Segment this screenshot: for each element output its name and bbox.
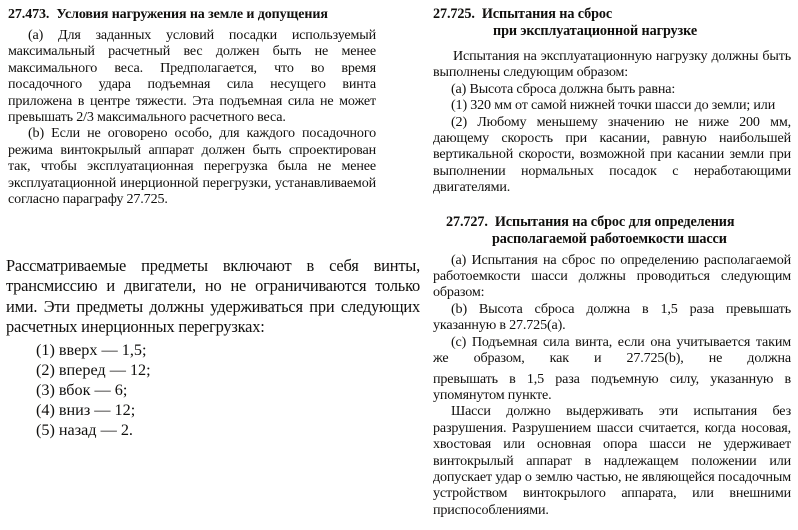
paragraph-27473-b: (b) Если не оговорено особо, для каждого посадочного режима винтокрылый аппарат должен быть спроектирован так, чтобы эксплуатационная перегрузка была не менее эксплуатационной инерционной перегрузки, устанавливаемой согласно параграфу 27.725. bbox=[8, 125, 376, 208]
emphasis-block bbox=[6, 256, 420, 441]
list-item bbox=[6, 380, 420, 400]
spacer bbox=[433, 196, 791, 209]
inertia-load-list bbox=[6, 340, 420, 441]
list-item-text: вбок — 6; bbox=[58, 381, 128, 400]
section-title-line-2: при эксплуатационной нагрузке bbox=[493, 23, 698, 39]
list-item-text: вперед — 12; bbox=[58, 360, 151, 379]
list-item-label: (4) bbox=[36, 401, 55, 420]
paragraph-27727-a: (a) Испытания на сброс по определению располагаемой работоемкости шасси должны проводиться следующим образом: bbox=[433, 251, 791, 301]
left-column bbox=[8, 0, 376, 207]
section-title-line-1: Испытания на сброс для определения bbox=[494, 213, 735, 230]
paragraph-27473-a: (a) Для заданных условий посадки используемый максимальный расчетный вес должен быть не менее максимального веса. Предполагается, что во время посадочного удара подъемная сила несущего винта приложена в центре тяжести. Эта подъемная сила не может превышать 2/3 максимального расчетного веса. bbox=[8, 27, 376, 126]
list-item-label: (3) bbox=[36, 381, 55, 400]
list-item bbox=[6, 420, 420, 440]
list-item-text: вниз — 12; bbox=[58, 401, 136, 420]
list-item bbox=[6, 360, 420, 380]
right-column bbox=[433, 0, 791, 518]
section-heading-27473 bbox=[8, 0, 376, 23]
spacer bbox=[433, 40, 791, 48]
list-item bbox=[6, 400, 420, 420]
paragraph-27727-failure: Шасси должно выдерживать эти испытания без разрушения. Разрушением шасси считается, когда носовая, хвостовая или основная опора шасси не удерживает винтокрылый аппарат в надлежащем положении или допускает удар о землю частью, не являющейся посадочным устройством винтокрылого аппарата, или внешними приспособлениями. bbox=[433, 403, 791, 518]
paragraph-27725-a: (a) Высота сброса должна быть равна: bbox=[451, 80, 676, 97]
section-number: 27.473. bbox=[8, 7, 50, 22]
section-title-line-1: Испытания на сброс bbox=[481, 6, 613, 22]
list-item-label: (1) bbox=[36, 340, 55, 359]
section-heading-27725 bbox=[433, 0, 791, 40]
list-item-text: вверх — 1,5; bbox=[58, 340, 147, 359]
list-item bbox=[6, 340, 420, 360]
paragraph-27727-b: (b) Высота сброса должна в 1,5 раза превышать указанную в 27.725(a). bbox=[433, 300, 791, 334]
paragraph-27725-a-1: (1) 320 мм от самой нижней точки шасси до земли; или bbox=[451, 97, 776, 114]
list-item-text: назад — 2. bbox=[58, 421, 133, 440]
paragraph-27727-c: (c) Подъемная сила винта, если она учитывается таким же образом, как и 27.725(b), не должна bbox=[433, 333, 791, 367]
list-item-label: (2) bbox=[36, 360, 55, 379]
section-number: 27.727. bbox=[446, 213, 488, 230]
section-title-line-2: располагаемой работоемкости шасси bbox=[492, 230, 727, 247]
paragraph-27725-intro: Испытания на эксплуатационную нагрузку должны быть выполнены следующим образом: bbox=[433, 48, 791, 81]
section-title: Условия нагружения на земле и допущения bbox=[56, 7, 328, 22]
paragraph-27727-c-cont: превышать в 1,5 раза подъемную силу, указанную в упомянутом пункте. bbox=[433, 370, 791, 403]
paragraph-27725-a-2: (2) Любому меньшему значению не ниже 200 мм, дающему скорость при касании, равную наибольшей вертикальной скорости, возможной при касании земли при выполнении нормальных посадок с неработающими двигателями. bbox=[433, 113, 791, 196]
list-item-label: (5) bbox=[36, 421, 55, 440]
section-number: 27.725. bbox=[433, 6, 475, 22]
section-heading-27727 bbox=[433, 209, 791, 248]
emphasis-paragraph: Рассматриваемые предметы включают в себя винты, трансмиссию и двигатели, но не ограничиваются только ими. Эти предметы должны удерживаться при следующих расчетных инерционных перегрузках: bbox=[6, 256, 420, 337]
